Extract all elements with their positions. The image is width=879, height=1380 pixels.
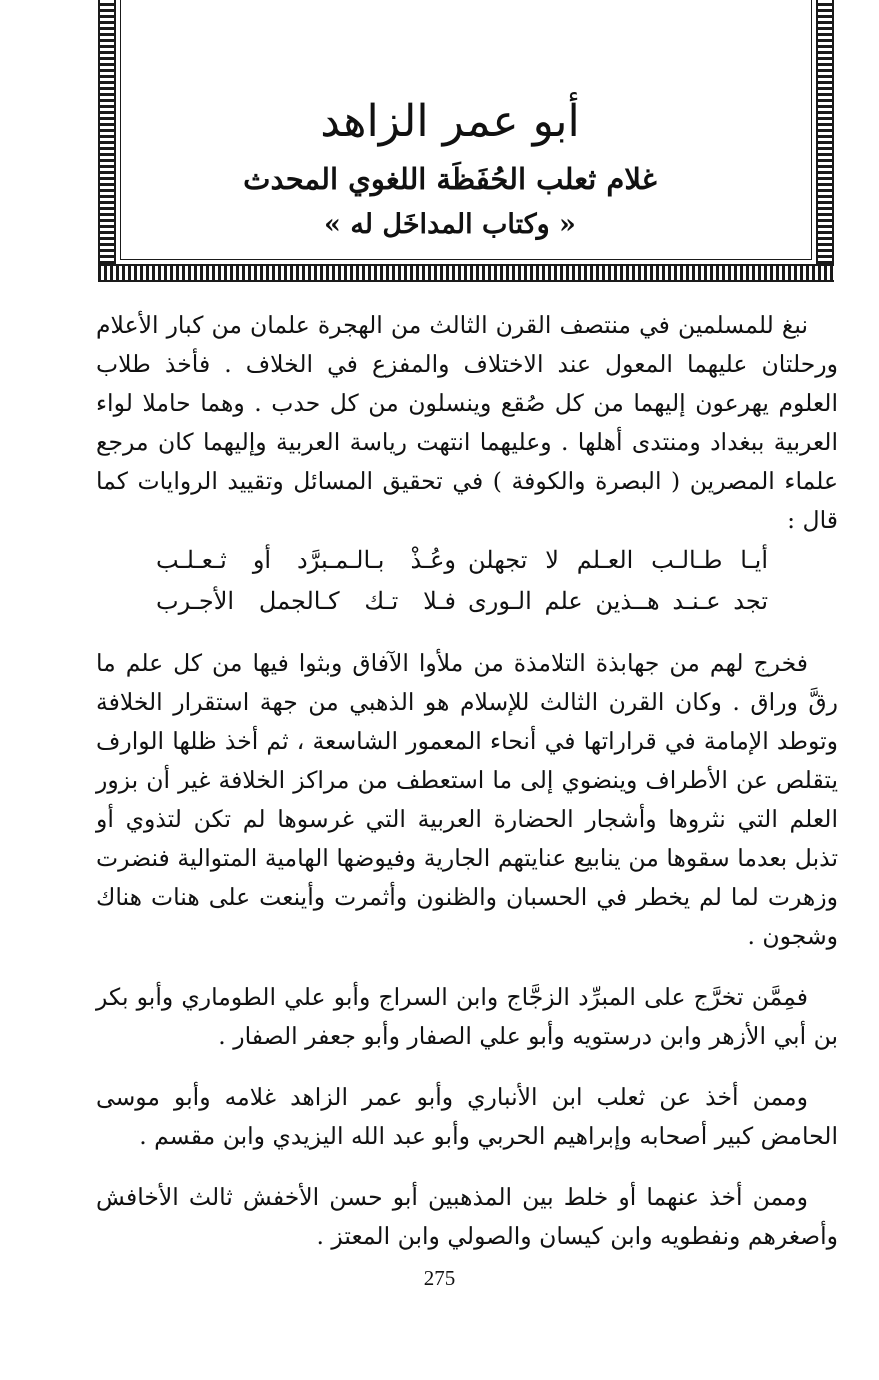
verse-line-1 — [96, 540, 838, 581]
chapter-subtitle: غلام ثعلب الحُفَظَة اللغوي المحدث — [243, 162, 657, 196]
frame-right-band — [816, 0, 834, 282]
verse-hemistich-second: فـلا تـك كـالجمل الأجـرب — [156, 587, 456, 615]
chapter-subtitle-book: « وكتاب المداخَل له » — [324, 209, 576, 240]
chapter-title: أبو عمر الزاهد — [320, 96, 580, 147]
verse-hemistich-first: تجد عـنـد هــذين علم الـورى — [468, 587, 768, 615]
chapter-heading — [140, 92, 760, 246]
poem-verse — [96, 540, 838, 622]
paragraph-1: نبغ للمسلمين في منتصف القرن الثالث من الهجرة علمان من كبار الأعلام ورحلتان عليهما المعول عند الاختلاف والمفزع في الخلاف . فأخذ طلاب العلوم يهرعون إليهما من كل صُقع وينسلون من كل حدب . وهما حاملا لواء العربية ببغداد ومنتدى أهلها . وعليهما انتهت رياسة العربية وإليهما كان مرجع علماء المصرين ( البصرة والكوفة ) في تحقيق المسائل وتقييد الروايات كما قال : — [96, 311, 838, 534]
verse-hemistich-second: وعُـذْ بـالـمـبرَّد أو ثـعـلـب — [156, 546, 456, 574]
paragraph-4: وممن أخذ عن ثعلب ابن الأنباري وأبو عمر الزاهد غلامه وأبو موسى الحامض كبير أصحابه وإبراهيم الحربي وأبو عبد الله اليزيدي وابن مقسم . — [96, 1083, 838, 1150]
verse-hemistich-first: أيـا طـالـب العـلم لا تجهلن — [468, 546, 768, 574]
frame-left-band — [98, 0, 116, 282]
frame-bottom-band — [98, 264, 834, 282]
paragraph-5: وممن أخذ عنهما أو خلط بين المذهبين أبو حسن الأخفش ثالث الأخافش وأصغرهم ونفطويه وابن كيسان والصولي وابن المعتز . — [96, 1183, 838, 1250]
paragraph-3: فمِمَّن تخرَّج على المبرِّد الزجَّاج وابن السراج وأبو علي الطوماري وأبو بكر بن أبي الأزهر وابن درستويه وأبو علي الصفار وأبو جعفر الصفار . — [96, 983, 838, 1050]
paragraph-2: فخرج لهم من جهابذة التلامذة من ملأوا الآفاق وبثوا فيها من كل علم ما رقَّ وراق . وكان القرن الثالث للإسلام هو الذهبي من جهة استقرار الخلافة وتوطد الإمامة في قراراتها في أنحاء المعمور الشاسعة ، ثم أخذ ظلها الوارف يتقلص عن الأطراف وينضوي إلى ما استعطف من مراكز الخلافة غير أن بزور العلم التي نثروها وأشجار الحضارة العربية التي غرسوها لم تكن لتذوي أو تذبل بعدما سقوها من ينابيع عنايتهم الجارية وفيوضها الهامية المتوالية فنضرت وزهرت لما لم يخطر في الحسبان والظنون وأثمرت وأينعت على هنات هناك وشجون . — [96, 649, 838, 950]
body-text — [96, 306, 838, 1256]
page-number: 275 — [423, 1266, 456, 1290]
verse-line-2 — [96, 581, 838, 622]
